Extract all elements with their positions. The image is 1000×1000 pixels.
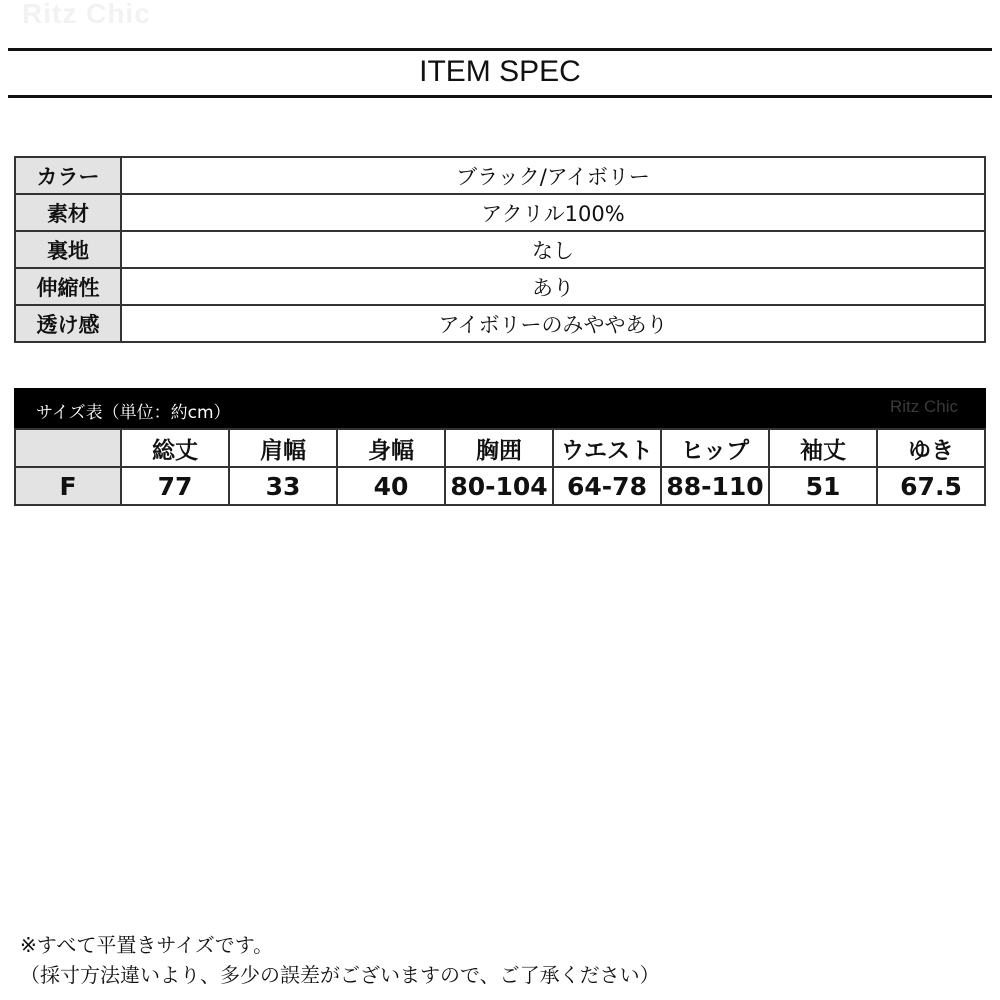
note-line: ※すべて平置きサイズです。 (20, 933, 274, 957)
size-label-cell: F (15, 467, 121, 505)
size-value-cell: 88-110 (661, 467, 769, 505)
size-header-cell: 肩幅 (229, 429, 337, 467)
brand-watermark: Ritz Chic (22, 0, 151, 29)
spec-label: 裏地 (15, 231, 121, 268)
size-value-cell: 77 (121, 467, 229, 505)
size-header-cell (15, 429, 121, 467)
title-bar (8, 48, 992, 98)
size-value-cell: 40 (337, 467, 445, 505)
spec-table (14, 156, 986, 343)
size-value-cell: 33 (229, 467, 337, 505)
size-table-brand: Ritz Chic (889, 397, 958, 416)
spec-row (15, 305, 985, 342)
size-header-cell: ヒップ (661, 429, 769, 467)
spec-value: アイボリーのみややあり (121, 305, 985, 342)
notes (20, 930, 660, 990)
size-table (14, 428, 986, 506)
page-title: ITEM SPEC (419, 55, 581, 88)
spec-value: アクリル100% (121, 194, 985, 231)
size-value-cell: 67.5 (877, 467, 985, 505)
spec-label: カラー (15, 157, 121, 194)
spec-row (15, 157, 985, 194)
spec-label: 透け感 (15, 305, 121, 342)
spec-value: ブラック/アイボリー (121, 157, 985, 194)
size-header-cell: 身幅 (337, 429, 445, 467)
spec-row (15, 268, 985, 305)
spec-row (15, 194, 985, 231)
size-header-cell: 袖丈 (769, 429, 877, 467)
size-header-cell: ウエスト (553, 429, 661, 467)
note-line: （採寸方法違いより、多少の誤差がございますので、ご了承ください） (20, 963, 660, 987)
size-table-header-bar (14, 388, 986, 428)
spec-value: あり (121, 268, 985, 305)
size-value-cell: 80-104 (445, 467, 553, 505)
spec-label: 伸縮性 (15, 268, 121, 305)
size-header-cell: ゆき (877, 429, 985, 467)
size-value-cell: 64-78 (553, 467, 661, 505)
size-table-caption: サイズ表（単位：約cm） (36, 403, 231, 423)
size-header-cell: 胸囲 (445, 429, 553, 467)
size-data-row (15, 467, 985, 505)
spec-value: なし (121, 231, 985, 268)
spec-label: 素材 (15, 194, 121, 231)
size-header-row (15, 429, 985, 467)
spec-row (15, 231, 985, 268)
size-value-cell: 51 (769, 467, 877, 505)
size-header-cell: 総丈 (121, 429, 229, 467)
